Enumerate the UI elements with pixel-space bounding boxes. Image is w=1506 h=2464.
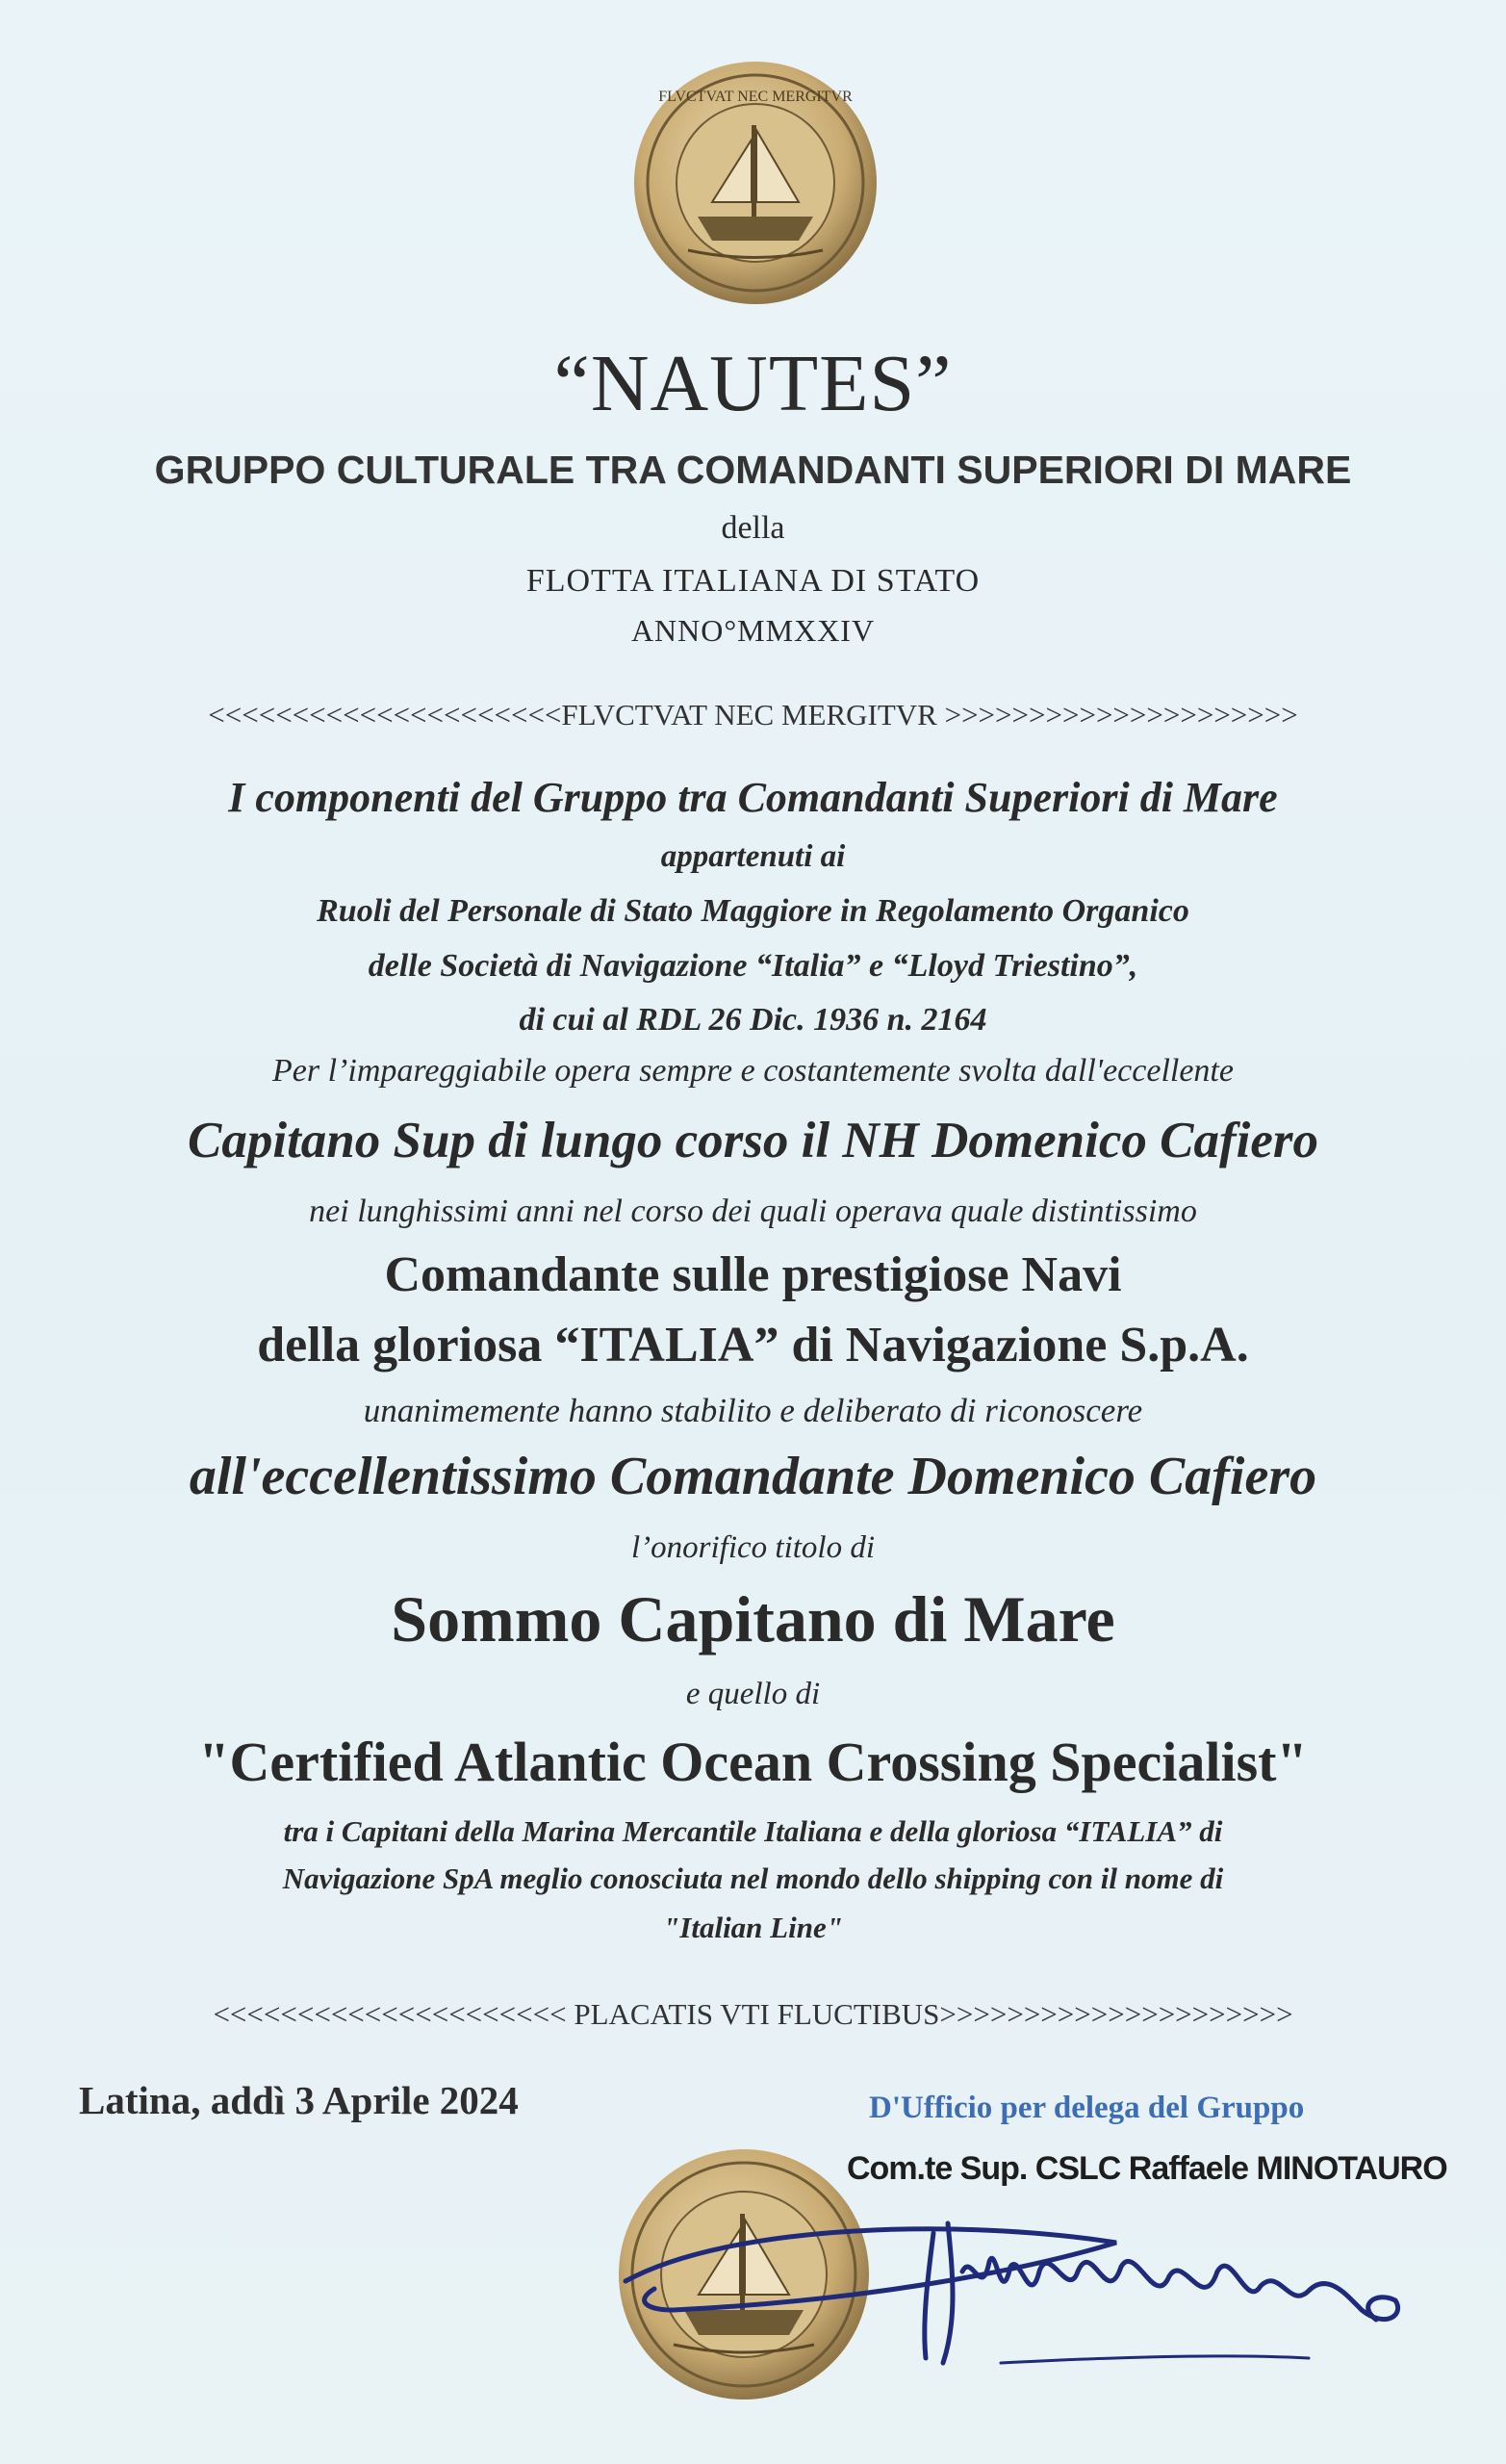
body-line-18: Navigazione SpA meglio conosciuta nel mondo dello shipping con il nome di <box>282 1861 1224 1895</box>
della-text: della <box>721 510 785 546</box>
signature-icon <box>616 2166 1463 2387</box>
anno-text: ANNO°MMXXIV <box>630 613 876 648</box>
body-line-6: Per l’impareggiabile opera sempre e costantemente svolta dall'eccellente <box>272 1053 1234 1089</box>
ufficio-text: D'Ufficio per delega del Gruppo <box>869 2091 1305 2125</box>
honoree-line: all'eccellentissimo Comandante Domenico Cafiero <box>189 1447 1317 1506</box>
certification-title: "Certified Atlantic Ocean Crossing Specialist" <box>198 1731 1308 1793</box>
body-line-10: della gloriosa “ITALIA” di Navigazione S.p.A. <box>257 1318 1249 1373</box>
body-line-1: I componenti del Gruppo tra Comandanti Superiori di Mare <box>228 774 1278 821</box>
body-line-5: di cui al RDL 26 Dic. 1936 n. 2164 <box>519 1002 987 1038</box>
body-line-19: "Italian Line" <box>663 1911 843 1944</box>
seal-motto-text: FLVCTVAT NEC MERGITVR <box>658 89 853 105</box>
body-line-11: unanimemente hanno stabilito e deliberato di riconoscere <box>363 1392 1143 1429</box>
body-line-13: l’onorifico titolo di <box>631 1530 875 1565</box>
honoree-name-line: Capitano Sup di lungo corso il NH Domenico Cafiero <box>188 1113 1318 1168</box>
place-date: Latina, addì 3 Aprile 2024 <box>79 2078 519 2122</box>
page-title: “NAUTES” <box>553 339 953 428</box>
body-line-9: Comandante sulle prestigiose Navi <box>384 1247 1122 1302</box>
body-line-3: Ruoli del Personale di Stato Maggiore in Regolamento Organico <box>317 893 1189 929</box>
body-line-8: nei lunghissimi anni nel corso dei quali operava quale distintissimo <box>309 1194 1197 1229</box>
body-line-2: appartenuti ai <box>660 839 846 874</box>
group-subtitle: GRUPPO CULTURALE TRA COMANDANTI SUPERIORI DI MARE <box>154 448 1352 492</box>
motto-divider-top: <<<<<<<<<<<<<<<<<<<<<FLVCTVAT NEC MERGITVR >>>>>>>>>>>>>>>>>>>>> <box>208 698 1298 732</box>
honor-title: Sommo Capitano di Mare <box>391 1582 1115 1656</box>
body-line-4: delle Società di Navigazione “Italia” e “Lloyd Triestino”, <box>368 948 1138 984</box>
motto-divider-bottom: <<<<<<<<<<<<<<<<<<<<< PLACATIS VTI FLUCTIBUS>>>>>>>>>>>>>>>>>>>>> <box>213 1997 1293 2031</box>
body-line-15: e quello di <box>685 1677 821 1711</box>
body-line-17: tra i Capitani della Marina Mercantile Italiana e della gloriosa “ITALIA” di <box>283 1814 1223 1848</box>
signatory-name: Com.te Sup. CSLC Raffaele MINOTAURO <box>847 2150 1447 2187</box>
flotta-text: FLOTTA ITALIANA DI STATO <box>525 563 981 599</box>
ship-seal-icon <box>630 58 881 308</box>
